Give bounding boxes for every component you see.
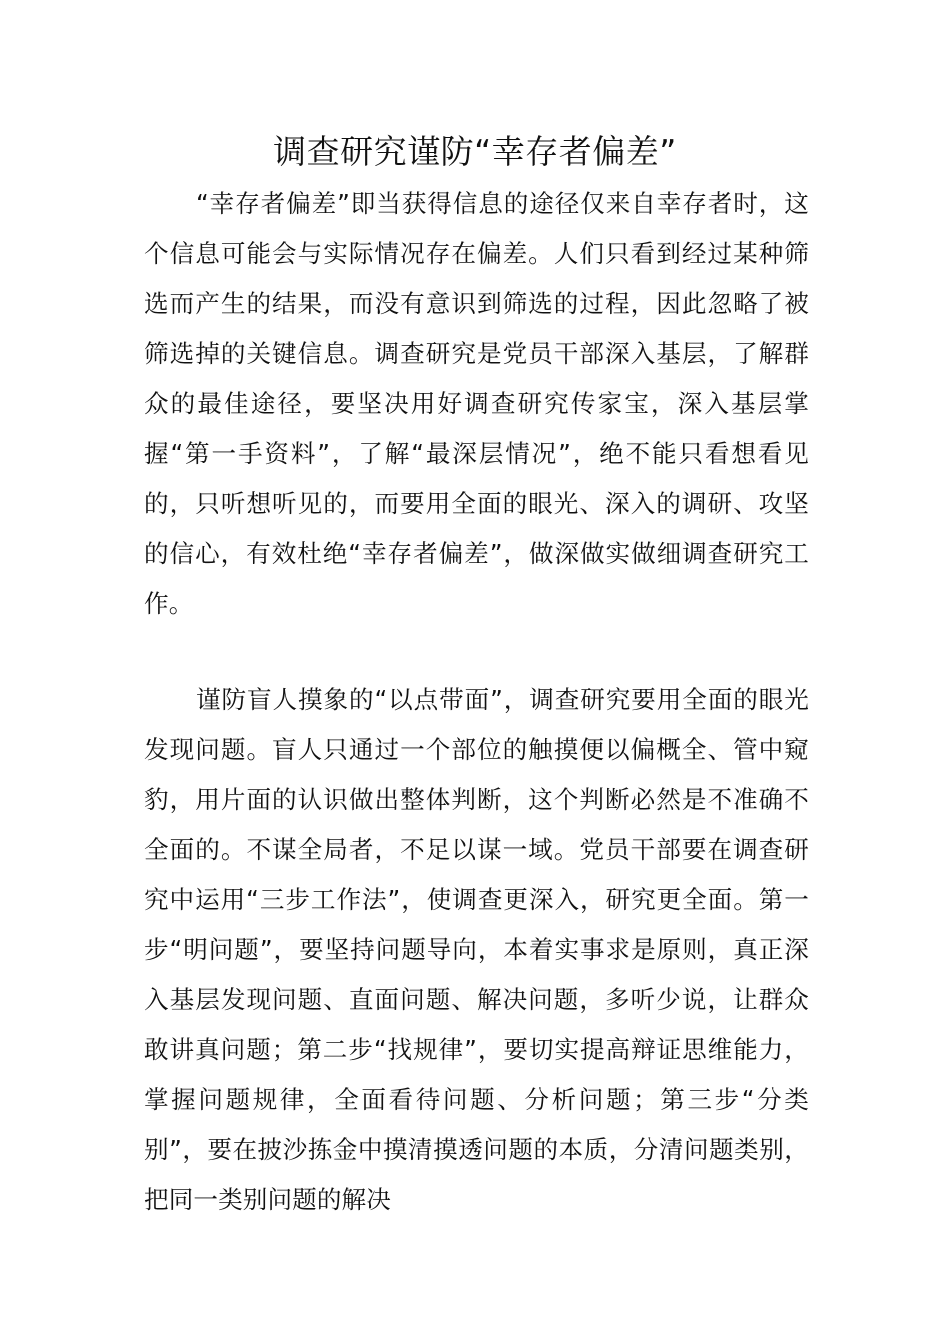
paragraph-2: 谨防盲人摸象的“以点带面”，调查研究要用全面的眼光发现问题。盲人只通过一个部位的触摸便以偏概全、管中窥豹，用片面的认识做出整体判断，这个判断必然是不准确不全面的。不谋全局者，不足以谋一域。党员干部要在调查研究中运用“三步工作法”，使调查更深入，研究更全面。第一步“明问题”，要坚持问题导向，本着实事求是原则，真正深入基层发现问题、直面问题、解决问题，多听少说，让群众敢讲真问题；第二步“找规律”，要切实提高辩证思维能力，掌握问题规律，全面看待问题、分析问题；第三步“分类别”，要在披沙拣金中摸清摸透问题的本质，分清问题类别，把同一类别问题的解决 xyxy=(144,685,809,1214)
paragraph-1: “幸存者偏差”即当获得信息的途径仅来自幸存者时，这个信息可能会与实际情况存在偏差。人们只看到经过某种筛选而产生的结果，而没有意识到筛选的过程，因此忽略了被筛选掉的关键信息。调查研究是党员干部深入基层，了解群众的最佳途径，要坚决用好调查研究传家宝，深入基层掌握“第一手资料”，了解“最深层情况”，绝不能只看想看见的，只听想听见的，而要用全面的眼光、深入的调研、攻坚的信心，有效杜绝“幸存者偏差”，做深做实做细调查研究工作。 xyxy=(144,189,809,618)
document-title: 调查研究谨防“幸存者偏差” xyxy=(273,132,677,171)
